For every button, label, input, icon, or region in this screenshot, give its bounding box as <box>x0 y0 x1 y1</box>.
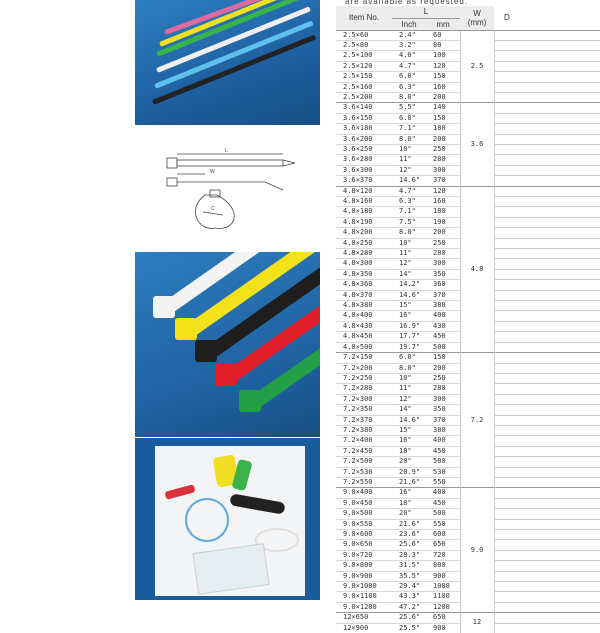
item-no-cell: 7.2×450 <box>336 446 392 456</box>
item-no-cell: 2.5×80 <box>336 40 392 50</box>
inch-cell: 16" <box>392 436 426 446</box>
item-no-cell: 7.2×380 <box>336 425 392 435</box>
item-no-cell: 3.6×250 <box>336 144 392 154</box>
item-no-cell: 7.2×150 <box>336 353 392 363</box>
d-cell <box>494 92 600 102</box>
mm-cell: 150 <box>426 353 460 363</box>
d-cell <box>494 259 600 269</box>
d-cell <box>494 582 600 592</box>
item-no-cell: 4.8×370 <box>336 290 392 300</box>
mm-cell: 190 <box>426 217 460 227</box>
item-no-cell: 7.2×370 <box>336 415 392 425</box>
mm-cell: 1200 <box>426 602 460 612</box>
d-cell <box>494 602 600 612</box>
inch-cell: 23.6" <box>392 530 426 540</box>
table-row <box>336 103 600 113</box>
mm-cell: 300 <box>426 259 460 269</box>
item-no-cell: 9.0×500 <box>336 509 392 519</box>
table-body <box>336 30 600 633</box>
mm-cell: 250 <box>426 373 460 383</box>
mm-cell: 250 <box>426 144 460 154</box>
d-cell <box>494 550 600 560</box>
packaged-cable-ties-photo <box>135 438 320 600</box>
inch-cell: 11" <box>392 155 426 165</box>
mm-cell: 370 <box>426 415 460 425</box>
mm-cell: 280 <box>426 384 460 394</box>
header-d: D <box>494 6 600 30</box>
d-cell <box>494 477 600 487</box>
item-no-cell: 7.2×200 <box>336 363 392 373</box>
inch-cell: 14.2" <box>392 280 426 290</box>
d-cell <box>494 290 600 300</box>
inch-cell: 6.3" <box>392 197 426 207</box>
inch-cell: 20" <box>392 457 426 467</box>
d-cell <box>494 509 600 519</box>
item-no-cell: 4.8×250 <box>336 238 392 248</box>
d-cell <box>494 363 600 373</box>
item-no-cell: 9.0×600 <box>336 530 392 540</box>
inch-cell: 25.6" <box>392 613 426 623</box>
item-no-cell: 9.0×1000 <box>336 582 392 592</box>
mm-cell: 120 <box>426 61 460 71</box>
d-cell <box>494 342 600 352</box>
item-no-cell: 4.8×160 <box>336 197 392 207</box>
mm-cell: 160 <box>426 82 460 92</box>
item-no-cell: 3.6×180 <box>336 124 392 134</box>
d-cell <box>494 280 600 290</box>
d-cell <box>494 249 600 259</box>
d-cell <box>494 51 600 61</box>
inch-cell: 18" <box>392 446 426 456</box>
header-item-no: Item No. <box>336 6 392 30</box>
mm-cell: 430 <box>426 321 460 331</box>
mm-cell: 120 <box>426 186 460 196</box>
mm-cell: 900 <box>426 571 460 581</box>
inch-cell: 20" <box>392 509 426 519</box>
item-no-cell: 7.2×530 <box>336 467 392 477</box>
table-row <box>336 30 600 40</box>
item-no-cell: 4.8×300 <box>336 259 392 269</box>
inch-cell: 21.6" <box>392 519 426 529</box>
mm-cell: 300 <box>426 394 460 404</box>
red-tie-head <box>215 364 237 386</box>
item-no-cell: 7.2×250 <box>336 373 392 383</box>
d-cell <box>494 124 600 134</box>
item-no-cell: 9.0×400 <box>336 488 392 498</box>
inch-cell: 15" <box>392 301 426 311</box>
d-cell <box>494 197 600 207</box>
d-cell <box>494 540 600 550</box>
inch-cell: 28.3" <box>392 550 426 560</box>
item-no-cell: 9.0×800 <box>336 561 392 571</box>
inch-cell: 4.7" <box>392 186 426 196</box>
d-cell <box>494 467 600 477</box>
mm-cell: 550 <box>426 519 460 529</box>
item-no-cell: 9.0×720 <box>336 550 392 560</box>
mm-cell: 1000 <box>426 582 460 592</box>
mm-cell: 150 <box>426 72 460 82</box>
item-no-cell: 3.6×370 <box>336 176 392 186</box>
inch-cell: 5.5" <box>392 103 426 113</box>
d-cell <box>494 144 600 154</box>
inch-cell: 10" <box>392 373 426 383</box>
inch-cell: 25.5" <box>392 623 426 633</box>
mm-cell: 60 <box>426 30 460 40</box>
width-cell: 9.0 <box>460 488 494 613</box>
white-tie-head <box>153 296 175 318</box>
item-no-cell: 3.6×280 <box>336 155 392 165</box>
d-cell <box>494 332 600 342</box>
inch-cell: 47.2" <box>392 602 426 612</box>
item-no-cell: 3.6×200 <box>336 134 392 144</box>
item-no-cell: 9.0×450 <box>336 498 392 508</box>
item-no-cell: 7.2×350 <box>336 405 392 415</box>
cable-tie-diagram <box>155 140 305 240</box>
inch-cell: 20.9" <box>392 467 426 477</box>
item-no-cell: 12×900 <box>336 623 392 633</box>
mm-cell: 450 <box>426 332 460 342</box>
d-cell <box>494 623 600 633</box>
mm-cell: 800 <box>426 561 460 571</box>
item-no-cell: 3.6×150 <box>336 113 392 123</box>
inch-cell: 29.4" <box>392 582 426 592</box>
header-width-unit: (mm) <box>467 17 487 27</box>
d-cell <box>494 446 600 456</box>
item-no-cell: 2.5×200 <box>336 92 392 102</box>
inch-cell: 7.5" <box>392 217 426 227</box>
d-cell <box>494 72 600 82</box>
d-cell <box>494 30 600 40</box>
inch-cell: 14" <box>392 269 426 279</box>
mm-cell: 400 <box>426 436 460 446</box>
mm-cell: 250 <box>426 238 460 248</box>
inch-cell: 25.6" <box>392 540 426 550</box>
mm-cell: 380 <box>426 301 460 311</box>
inch-cell: 43.3" <box>392 592 426 602</box>
item-no-cell: 9.0×650 <box>336 540 392 550</box>
inch-cell: 8.0" <box>392 228 426 238</box>
item-no-cell: 2.5×100 <box>336 51 392 61</box>
inch-cell: 6.0" <box>392 72 426 82</box>
diagram-label-w: W <box>210 169 215 175</box>
mm-cell: 400 <box>426 311 460 321</box>
d-cell <box>494 405 600 415</box>
item-no-cell: 7.2×400 <box>336 436 392 446</box>
mm-cell: 650 <box>426 613 460 623</box>
d-cell <box>494 425 600 435</box>
width-cell: 3.6 <box>460 103 494 186</box>
inch-cell: 7.1" <box>392 207 426 217</box>
item-no-cell: 4.8×180 <box>336 207 392 217</box>
mm-cell: 180 <box>426 207 460 217</box>
item-no-cell: 7.2×550 <box>336 477 392 487</box>
inch-cell: 14.6" <box>392 290 426 300</box>
mm-cell: 150 <box>426 113 460 123</box>
inch-cell: 11" <box>392 249 426 259</box>
item-no-cell: 2.5×160 <box>336 82 392 92</box>
d-cell <box>494 238 600 248</box>
mm-cell: 200 <box>426 363 460 373</box>
thin-cable-ties-photo <box>135 0 320 125</box>
d-cell <box>494 61 600 71</box>
d-cell <box>494 436 600 446</box>
item-no-cell: 7.2×300 <box>336 394 392 404</box>
d-cell <box>494 415 600 425</box>
table-row <box>336 488 600 498</box>
item-no-cell: 4.8×120 <box>336 186 392 196</box>
item-no-cell: 9.0×1100 <box>336 592 392 602</box>
d-cell <box>494 488 600 498</box>
inch-cell: 16" <box>392 311 426 321</box>
diagram-label-l: L <box>225 148 228 154</box>
d-cell <box>494 269 600 279</box>
d-cell <box>494 82 600 92</box>
light-blue-tie <box>154 20 313 88</box>
item-no-cell: 3.6×140 <box>336 103 392 113</box>
header-mm: mm <box>426 18 460 30</box>
d-cell <box>494 113 600 123</box>
item-no-cell: 2.5×150 <box>336 72 392 82</box>
item-no-cell: 4.8×200 <box>336 228 392 238</box>
d-cell <box>494 301 600 311</box>
inch-cell: 8.0" <box>392 92 426 102</box>
inch-cell: 6.0" <box>392 113 426 123</box>
inch-cell: 10" <box>392 238 426 248</box>
inch-cell: 4.0" <box>392 51 426 61</box>
d-cell <box>494 353 600 363</box>
width-cell: 4.8 <box>460 186 494 353</box>
d-cell <box>494 228 600 238</box>
item-no-cell: 4.8×450 <box>336 332 392 342</box>
black-tie-head <box>195 340 217 362</box>
mm-cell: 280 <box>426 249 460 259</box>
d-cell <box>494 498 600 508</box>
inch-cell: 6.3" <box>392 82 426 92</box>
inch-cell: 17.7" <box>392 332 426 342</box>
mm-cell: 160 <box>426 197 460 207</box>
header-inch: Inch <box>392 18 426 30</box>
mm-cell: 370 <box>426 290 460 300</box>
mm-cell: 720 <box>426 550 460 560</box>
inch-cell: 11" <box>392 384 426 394</box>
inch-cell: 7.1" <box>392 124 426 134</box>
inch-cell: 15" <box>392 425 426 435</box>
inch-cell: 2.4" <box>392 30 426 40</box>
item-no-cell: 7.2×280 <box>336 384 392 394</box>
mm-cell: 200 <box>426 134 460 144</box>
inch-cell: 14.6" <box>392 415 426 425</box>
d-cell <box>494 613 600 623</box>
inch-cell: 16.9" <box>392 321 426 331</box>
inch-cell: 10" <box>392 144 426 154</box>
spec-table <box>336 6 600 633</box>
d-cell <box>494 384 600 394</box>
d-cell <box>494 207 600 217</box>
inch-cell: 35.5" <box>392 571 426 581</box>
mm-cell: 360 <box>426 280 460 290</box>
header-width-label: W <box>473 8 481 18</box>
mm-cell: 500 <box>426 509 460 519</box>
item-no-cell: 4.8×360 <box>336 280 392 290</box>
d-cell <box>494 561 600 571</box>
d-cell <box>494 321 600 331</box>
d-cell <box>494 373 600 383</box>
width-cell: 12 <box>460 613 494 633</box>
inch-cell: 8.0" <box>392 363 426 373</box>
mm-cell: 530 <box>426 467 460 477</box>
inch-cell: 12" <box>392 165 426 175</box>
mm-cell: 550 <box>426 477 460 487</box>
diagram-label-d: C <box>211 206 215 212</box>
d-cell <box>494 134 600 144</box>
d-cell <box>494 519 600 529</box>
mm-cell: 100 <box>426 51 460 61</box>
inch-cell: 3.2" <box>392 40 426 50</box>
inch-cell: 21.6" <box>392 477 426 487</box>
mm-cell: 600 <box>426 530 460 540</box>
d-cell <box>494 103 600 113</box>
inch-cell: 4.7" <box>392 61 426 71</box>
d-cell <box>494 155 600 165</box>
item-no-cell: 4.8×500 <box>336 342 392 352</box>
d-cell <box>494 457 600 467</box>
inch-cell: 14.6" <box>392 176 426 186</box>
mm-cell: 370 <box>426 176 460 186</box>
inch-cell: 14" <box>392 405 426 415</box>
width-cell: 7.2 <box>460 353 494 488</box>
d-cell <box>494 592 600 602</box>
item-no-cell: 2.5×120 <box>336 61 392 71</box>
table-row <box>336 613 600 623</box>
item-no-cell: 4.8×350 <box>336 269 392 279</box>
mm-cell: 400 <box>426 488 460 498</box>
inch-cell: 18" <box>392 498 426 508</box>
width-cell: 2.5 <box>460 30 494 103</box>
d-cell <box>494 176 600 186</box>
mm-cell: 200 <box>426 228 460 238</box>
d-cell <box>494 394 600 404</box>
mm-cell: 300 <box>426 165 460 175</box>
item-no-cell: 12×650 <box>336 613 392 623</box>
mm-cell: 1100 <box>426 592 460 602</box>
header-length: L <box>392 6 460 18</box>
item-no-cell: 3.6×300 <box>336 165 392 175</box>
table-row <box>336 186 600 196</box>
green-tie-head <box>239 390 261 412</box>
table-row <box>336 353 600 363</box>
inch-cell: 16" <box>392 488 426 498</box>
item-no-cell: 4.8×400 <box>336 311 392 321</box>
d-cell <box>494 165 600 175</box>
inch-cell: 31.5" <box>392 561 426 571</box>
inch-cell: 12" <box>392 259 426 269</box>
mm-cell: 350 <box>426 405 460 415</box>
mm-cell: 450 <box>426 446 460 456</box>
d-cell <box>494 530 600 540</box>
mm-cell: 650 <box>426 540 460 550</box>
item-no-cell: 7.2×500 <box>336 457 392 467</box>
mm-cell: 200 <box>426 92 460 102</box>
inch-cell: 12" <box>392 394 426 404</box>
mm-cell: 450 <box>426 498 460 508</box>
item-no-cell: 9.0×550 <box>336 519 392 529</box>
mm-cell: 380 <box>426 425 460 435</box>
colored-cable-ties-photo <box>135 252 320 437</box>
item-no-cell: 2.5×60 <box>336 30 392 40</box>
mm-cell: 80 <box>426 40 460 50</box>
header-note: are available as requested. <box>345 0 469 6</box>
item-no-cell: 4.8×380 <box>336 301 392 311</box>
d-cell <box>494 186 600 196</box>
mm-cell: 900 <box>426 623 460 633</box>
inch-cell: 8.0" <box>392 134 426 144</box>
mm-cell: 140 <box>426 103 460 113</box>
yellow-tie-head <box>175 318 197 340</box>
mm-cell: 280 <box>426 155 460 165</box>
mm-cell: 180 <box>426 124 460 134</box>
item-no-cell: 4.8×430 <box>336 321 392 331</box>
mm-cell: 500 <box>426 457 460 467</box>
header-width <box>460 6 494 30</box>
item-no-cell: 4.8×280 <box>336 249 392 259</box>
inch-cell: 19.7" <box>392 342 426 352</box>
mm-cell: 350 <box>426 269 460 279</box>
d-cell <box>494 311 600 321</box>
d-cell <box>494 40 600 50</box>
item-no-cell: 9.0×900 <box>336 571 392 581</box>
d-cell <box>494 571 600 581</box>
d-cell <box>494 217 600 227</box>
mm-cell: 500 <box>426 342 460 352</box>
blue-coil <box>185 498 229 542</box>
inch-cell: 6.0" <box>392 353 426 363</box>
item-no-cell: 4.8×190 <box>336 217 392 227</box>
item-no-cell: 9.0×1200 <box>336 602 392 612</box>
